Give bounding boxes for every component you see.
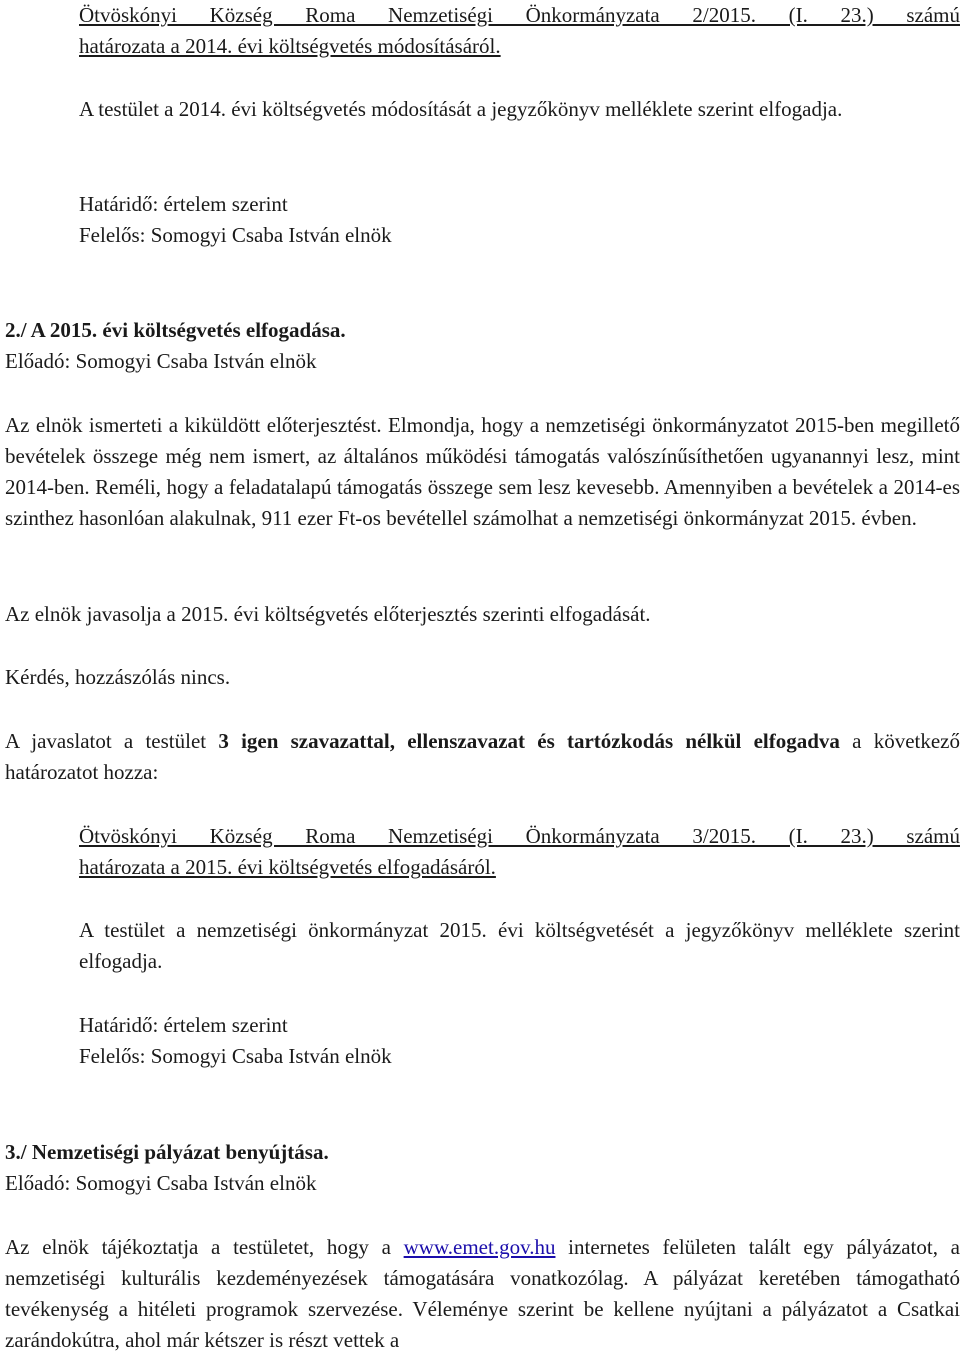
- paragraph: Kérdés, hozzászólás nincs.: [5, 665, 231, 689]
- paragraph: [5, 1232, 960, 1356]
- vote-paragraph: [5, 726, 960, 788]
- presenter: Előadó: Somogyi Csaba István elnök: [5, 1171, 317, 1195]
- paragraph-text: Az elnök tájékoztatja a testületet, hogy a: [5, 1235, 404, 1259]
- paragraph: Az elnök ismerteti a kiküldött előterjesztést. Elmondja, hogy a nemzetiségi önkormányzatot 2015-ben megillető bevételek összege még nem ismert, az általános működési támogatás valószínűsíthetően ugyanannyi lesz, mint 2014-ben. Reméli, hogy a feladatalapú támogatás összege sem lesz kevesebb. Amennyiben a bevételek a 2014-es szinthez hasonlóan alakulnak, 911 ezer Ft-os bevétellel számolhat a nemzetiségi önkormányzat 2015. évben.: [5, 413, 960, 530]
- agenda-heading: 2./ A 2015. évi költségvetés elfogadása.: [5, 318, 346, 342]
- resolution-title: [79, 0, 960, 62]
- resolution-title-line-1: Ötvöskónyi Község Roma Nemzetiségi Önkormányzata 2/2015. (I. 23.) számú: [79, 3, 960, 27]
- vote-result: 3 igen szavazattal, ellenszavazat és tartózkodás nélkül elfogadva: [218, 729, 840, 753]
- presenter: Előadó: Somogyi Csaba István elnök: [5, 349, 317, 373]
- resolution-text: A testület a nemzetiségi önkormányzat 2015. évi költségvetését a jegyzőkönyv melléklete szerint elfogadja.: [79, 918, 960, 973]
- resolution-title-line-2: határozata a 2015. évi költségvetés elfogadásáról.: [79, 855, 496, 879]
- emet-link[interactable]: www.emet.gov.hu: [403, 1235, 556, 1259]
- deadline: Határidő: értelem szerint: [79, 1013, 288, 1037]
- deadline: Határidő: értelem szerint: [79, 192, 288, 216]
- responsible: Felelős: Somogyi Csaba István elnök: [79, 1044, 392, 1068]
- paragraph-text: internetes felületen talált egy pályázatot, a nemzetiségi kulturális kezdeményezések támogatására vonatkozólag. A pályázat keretében támogatható tevékenység a hitéleti programok szervezése. Véleménye szerint be kellene nyújtani a pályázatot a Csatkai zarándokútra, ahol már kétszer is részt vettek a: [5, 1235, 960, 1352]
- responsible: Felelős: Somogyi Csaba István elnök: [79, 223, 392, 247]
- agenda-heading: 3./ Nemzetiségi pályázat benyújtása.: [5, 1140, 329, 1164]
- resolution-title-line-1: Ötvöskónyi Község Roma Nemzetiségi Önkormányzata 3/2015. (I. 23.) számú: [79, 824, 960, 848]
- resolution-text: A testület a 2014. évi költségvetés módosítását a jegyzőkönyv melléklete szerint elfogadja.: [79, 97, 843, 121]
- vote-text: A javaslatot a testület: [5, 729, 219, 753]
- paragraph: Az elnök javasolja a 2015. évi költségvetés előterjesztés szerinti elfogadását.: [5, 602, 651, 626]
- resolution-title: [79, 821, 960, 883]
- vote-text: a következő határozatot hozza:: [5, 729, 960, 784]
- resolution-title-line-2: határozata a 2014. évi költségvetés módosításáról.: [79, 34, 501, 58]
